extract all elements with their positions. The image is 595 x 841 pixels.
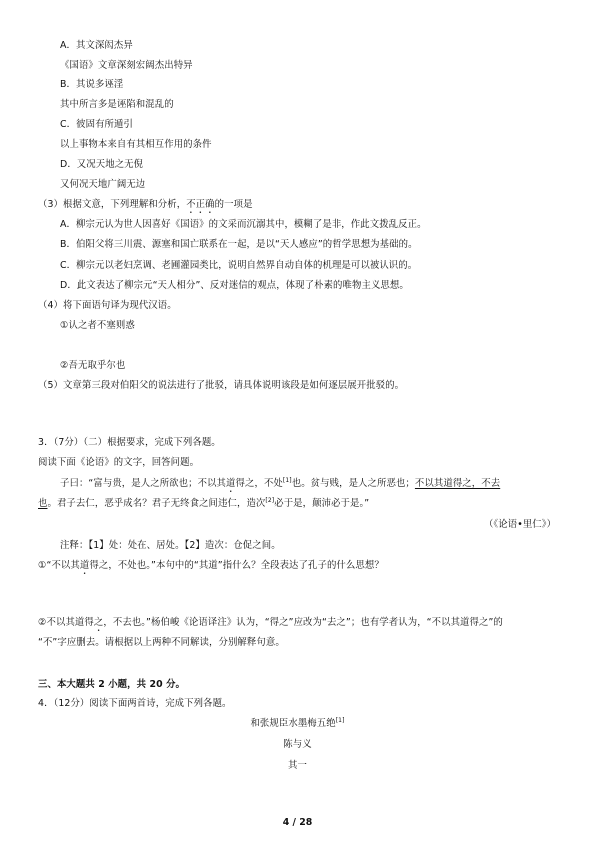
poem-author: 陈与义 <box>283 739 312 750</box>
question-4-heading: 4．（12分）阅读下面两首诗，完成下列各题。 <box>38 698 232 709</box>
question-4-item-1: ①认之者不塞则惑 <box>60 320 135 331</box>
footnote-ref-2: [2] <box>265 497 275 504</box>
question-3-option-d: D．此文表达了柳宗元“天人相分”、反对迷信的观点，体现了朴素的唯物主义思想。 <box>60 280 409 291</box>
question-4-prompt: （4）将下面语句译为现代汉语。 <box>38 300 177 311</box>
question-4-item-2: ②吾无取乎尔也 <box>60 360 126 371</box>
option-b-translation: 其中所言多是诬陷和混乱的 <box>60 99 174 110</box>
analects-quote-line-2: 也。君子去仁，恶乎成名？君子无终食之间违仁，造次[2]必于是，颠沛必于是。” <box>38 497 370 509</box>
annotations: 注释：【1】处：处在、居处。【2】造次：仓促之间。 <box>60 540 281 551</box>
poem-footnote-ref: [1] <box>335 717 345 724</box>
option-d-translation: 又何况天地广阔无边 <box>60 179 146 190</box>
underlined-phrase: 不以其道得之，不去 <box>414 478 501 489</box>
section-3-title: 三、本大题共 2 小题，共 20 分。 <box>38 679 186 690</box>
sub-question-2-line-2: “不”字应删去。请根据以上两种不同解读，分别解释句意。 <box>38 637 285 648</box>
sub-question-1: ①“不以其道得之，不处也。”本句中的“其道”指什么？全段表达了孔子的什么思想？ <box>38 560 384 571</box>
emphasis-not-correct: 不正确 <box>186 199 215 210</box>
reading-intro: 阅读下面《论语》的文字，回答问题。 <box>38 457 200 468</box>
option-b-label: B．其说多诬淫 <box>60 79 124 90</box>
option-a-translation: 《国语》文章深刻宏阔杰出特异 <box>60 60 193 71</box>
question-3-option-c: C．柳宗元以老妇烹调、老圃灌园类比，说明自然界自动自体的机理是可以被认识的。 <box>60 260 418 271</box>
question-3-option-a: A．柳宗元认为世人因喜好《国语》的文采而沉溺其中，模糊了是非，作此文拨乱反正。 <box>60 219 427 230</box>
question-3-prompt: （3）根据文意，下列理解和分析，不正确的一项是 <box>38 199 253 210</box>
option-a-label: A．其文深闳杰异 <box>60 40 133 51</box>
page-number: 4 / 28 <box>282 817 313 828</box>
question-3-heading: 3．（7分）（二）根据要求，完成下列各题。 <box>38 437 221 448</box>
option-c-translation: 以上事物本来自有其相互作用的条件 <box>60 139 212 150</box>
question-3-option-b: B．伯阳父将三川震、源塞和国亡联系在一起，是以“天人感应”的哲学思想为基础的。 <box>60 239 418 250</box>
quote-source: （《论语•里仁》） <box>484 519 557 530</box>
option-c-label: C．彼固有所遁引 <box>60 119 133 130</box>
analects-quote-line-1: 子曰：“富与贵，是人之所欲也；不以其道得之，不处[1]也。贫与贱，是人之所恶也；不以其道得之，不去 <box>60 477 501 489</box>
footnote-ref-1: [1] <box>282 477 292 484</box>
sub-question-2-line-1: ②不以其道得之，不去也。”杨伯峻《论语译注》认为，“得之”应改为“去之”；也有学者认为，“不以其道得之”的 <box>38 617 503 628</box>
poem-title: 和张规臣水墨梅五绝[1] <box>250 717 345 729</box>
poem-part: 其一 <box>288 760 307 771</box>
option-d-label: D．又况天地之无倪 <box>60 159 144 170</box>
question-5-prompt: （5）文章第三段对伯阳父的说法进行了批驳，请具体说明该段是如何逐层展开批驳的。 <box>38 380 405 391</box>
